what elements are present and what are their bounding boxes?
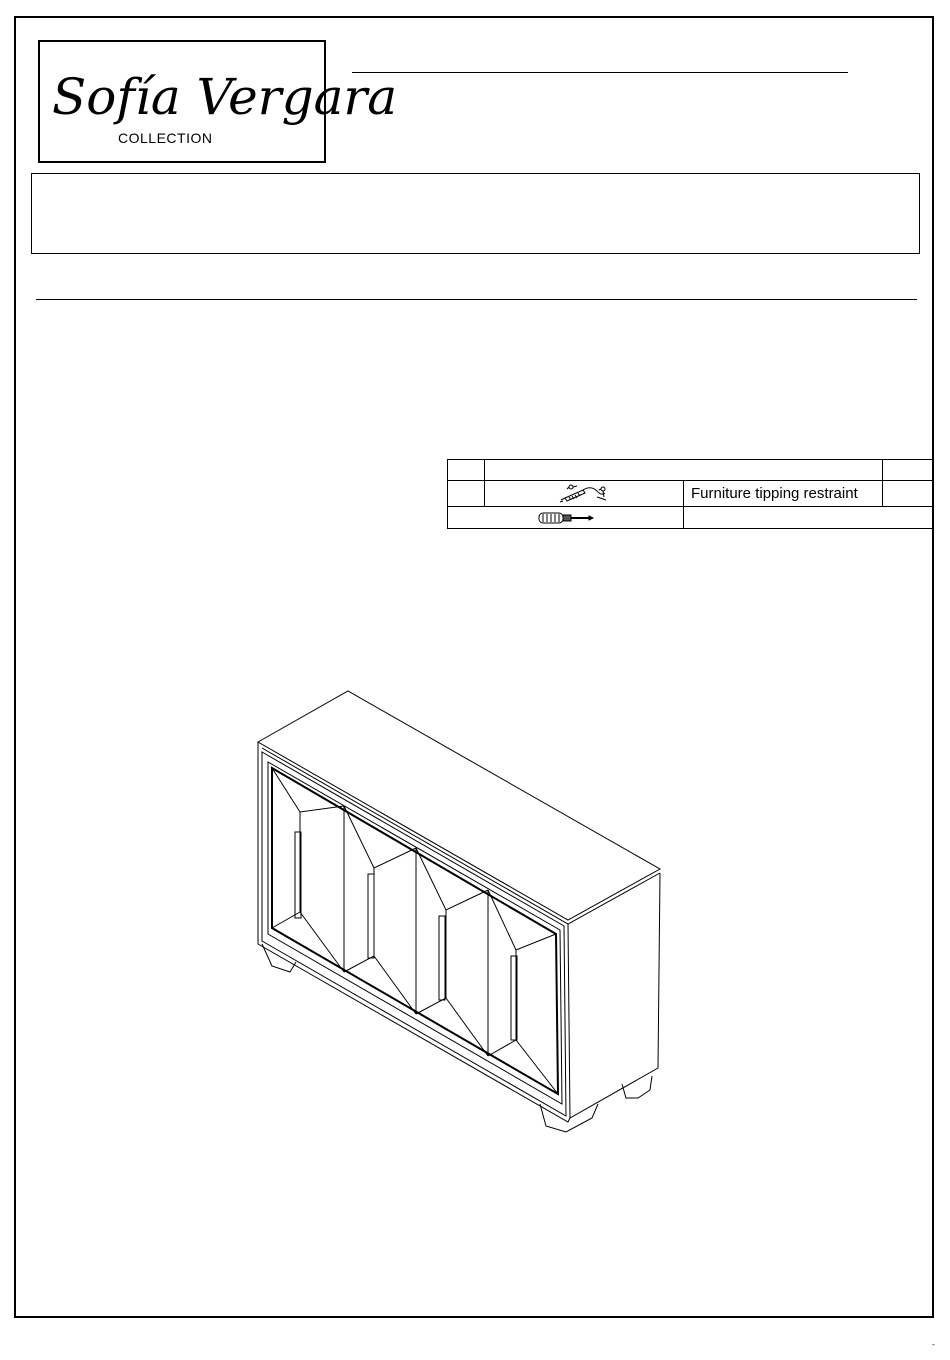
- title-rule: [352, 72, 848, 73]
- notice-box: [31, 173, 920, 254]
- logo-script-text: Sofía Vergara: [52, 68, 398, 126]
- header-qty-cell: [883, 460, 933, 481]
- part-no-cell: [448, 481, 485, 507]
- tool-row: [448, 507, 933, 529]
- table-header-row: [448, 460, 933, 481]
- section-rule: [36, 299, 917, 300]
- parts-table: [447, 459, 933, 529]
- tool-description: [684, 507, 933, 529]
- part-description: Furniture tipping restraint: [684, 481, 883, 507]
- screwdriver-icon: [535, 510, 597, 526]
- sideboard-illustration: [240, 685, 680, 1155]
- part-qty-cell: [883, 481, 933, 507]
- logo-subtitle: COLLECTION: [118, 130, 213, 146]
- header-image-cell: [485, 460, 883, 481]
- header-no-cell: [448, 460, 485, 481]
- page-corner-mark: -: [932, 1340, 935, 1349]
- tipping-restraint-icon: [557, 483, 611, 505]
- part-image-cell: [485, 481, 684, 507]
- tool-image-cell: [448, 507, 684, 529]
- brand-logo: [38, 40, 398, 163]
- table-row: [448, 481, 933, 507]
